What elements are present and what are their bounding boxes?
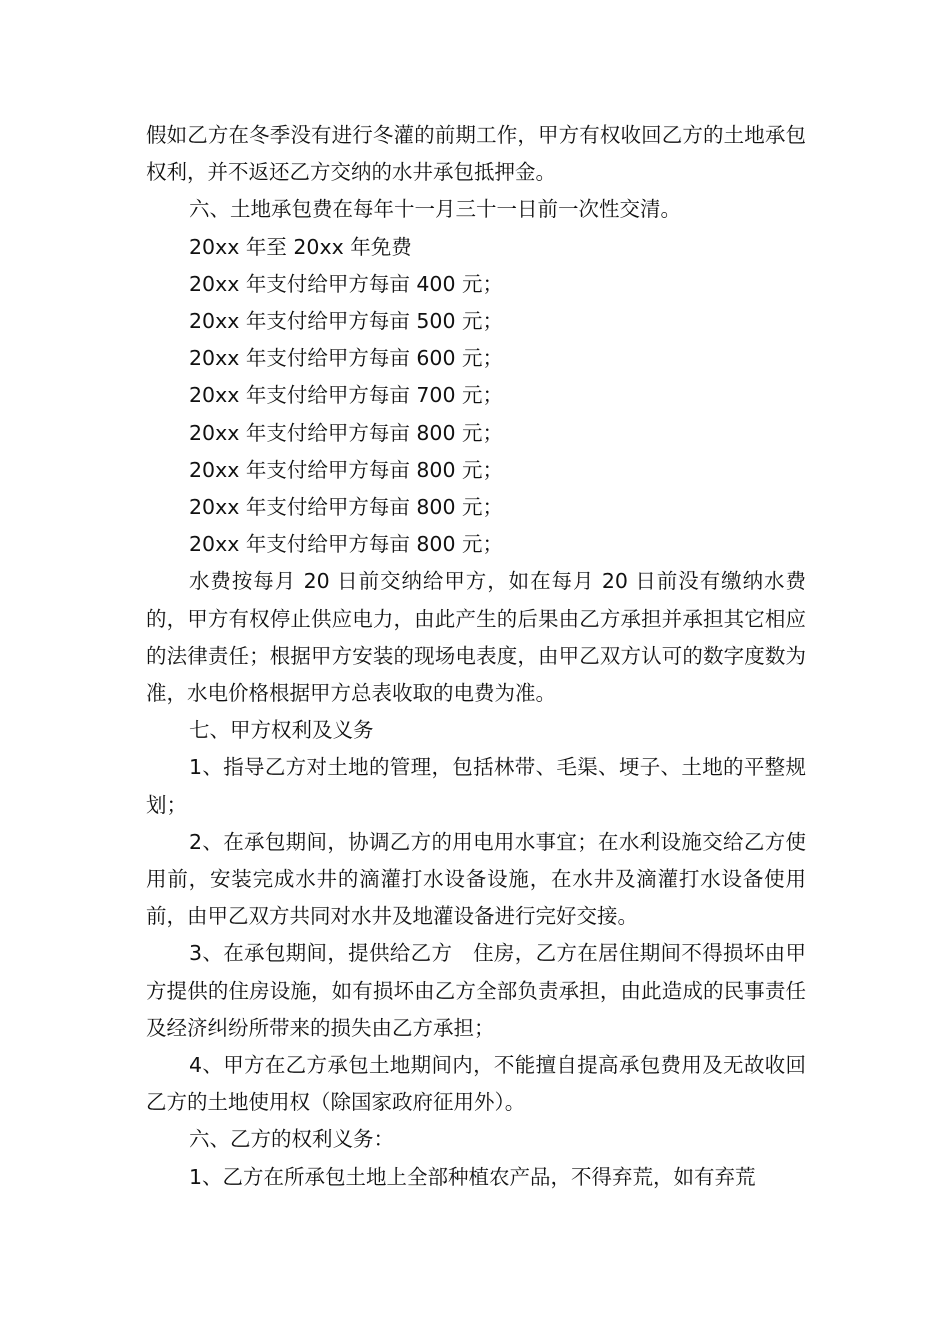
fee-line-free: 20xx 年至 20xx 年免费	[189, 234, 412, 259]
paragraph-winter-irrigation: 假如乙方在冬季没有进行冬灌的前期工作，甲方有权收回乙方的土地承包权利，并不返还乙方交纳的水井承包抵押金。	[146, 123, 806, 185]
paragraph-section-six-fee: 六、土地承包费在每年十一月三十一日前一次性交清。	[189, 197, 681, 222]
party-a-item-1: 1、指导乙方对土地的管理，包括林带、毛渠、埂子、土地的平整规划；	[146, 755, 806, 817]
fee-line-800-c: 20xx 年支付给甲方每亩 800 元；	[189, 495, 504, 520]
heading-party-b-rights: 六、乙方的权利义务：	[189, 1127, 394, 1152]
party-a-item-3: 3、在承包期间，提供给乙方 住房，乙方在居住期间不得损坏由甲方提供的住房设施，如有损坏由乙方全部负责承担，由此造成的民事责任及经济纠纷所带来的损失由乙方承担；	[146, 941, 806, 1040]
fee-line-400: 20xx 年支付给甲方每亩 400 元；	[189, 271, 504, 296]
paragraph-water-fee: 水费按每月 20 日前交纳给甲方，如在每月 20 日前没有缴纳水费的，甲方有权停止供应电力，由此产生的后果由乙方承担并承担其它相应的法律责任；根据甲方安装的现场电表度，由甲乙双方认可的数字度数为准，水电价格根据甲方总表收取的电费为准。	[146, 569, 806, 706]
fee-line-800-b: 20xx 年支付给甲方每亩 800 元；	[189, 457, 504, 482]
party-b-item-1: 1、乙方在所承包土地上全部种植农产品，不得弃荒，如有弃荒	[189, 1164, 756, 1189]
party-a-item-2: 2、在承包期间，协调乙方的用电用水事宜；在水利设施交给乙方使用前，安装完成水井的滴灌打水设备设施，在水井及滴灌打水设备使用前，由甲乙双方共同对水井及地灌设备进行完好交接。	[146, 829, 806, 929]
fee-line-800-a: 20xx 年支付给甲方每亩 800 元；	[189, 420, 504, 445]
fee-line-800-d: 20xx 年支付给甲方每亩 800 元；	[189, 532, 504, 557]
fee-line-500: 20xx 年支付给甲方每亩 500 元；	[189, 309, 504, 334]
document-body	[146, 117, 806, 1196]
fee-line-700: 20xx 年支付给甲方每亩 700 元；	[189, 383, 504, 408]
heading-party-a-rights: 七、甲方权利及义务	[189, 718, 374, 743]
party-a-item-4: 4、甲方在乙方承包土地期间内，不能擅自提高承包费用及无故收回乙方的土地使用权（除国家政府征用外）。	[146, 1053, 806, 1115]
fee-line-600: 20xx 年支付给甲方每亩 600 元；	[189, 346, 504, 371]
